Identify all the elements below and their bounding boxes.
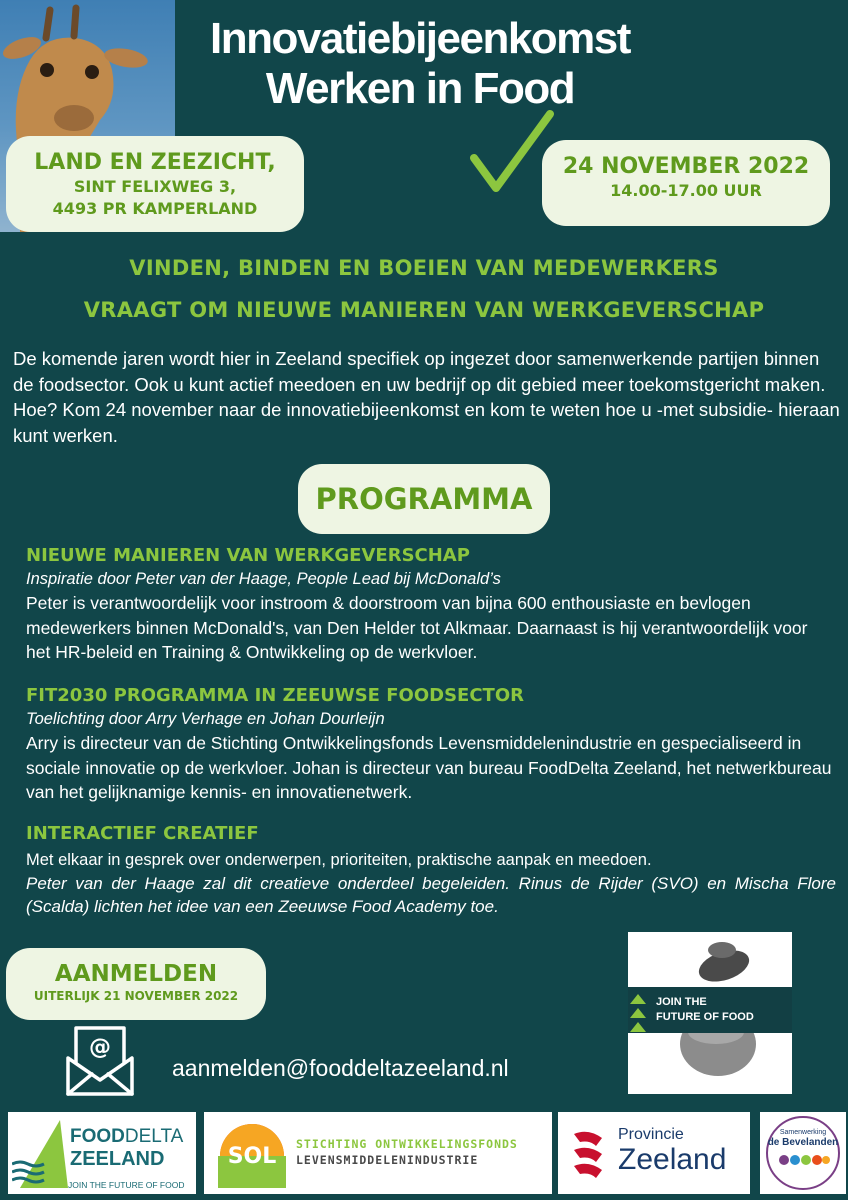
aanmelden-badge [6, 948, 266, 1020]
logo-fooddelta-zeeland [8, 1112, 196, 1194]
programma-badge [298, 464, 550, 534]
program-section-3 [26, 822, 836, 918]
sol-line-1: STICHTING ONTWIKKELINGSFONDS [296, 1137, 518, 1151]
section-subtitle: Inspiratie door Peter van der Haage, People Lead bij McDonald’s [26, 570, 501, 588]
sol-abbr: SOL [227, 1144, 277, 1169]
envelope-icon [64, 1024, 136, 1096]
program-section-2 [26, 684, 836, 805]
bevelanden-line-1: Samenwerking [779, 1129, 827, 1136]
join-future-line-1: JOIN THE [656, 996, 707, 1008]
logo-sol [204, 1112, 552, 1194]
location-city: 4493 PR KAMPERLAND [52, 199, 258, 218]
title-line-1: Innovatiebijeenkomst [210, 14, 630, 63]
fooddelta-tagline: JOIN THE FUTURE OF FOOD [68, 1180, 185, 1190]
section-heading: NIEUWE MANIEREN VAN WERKGEVERSCHAP [26, 545, 470, 566]
section-subtitle: Peter van der Haage zal dit creatieve onderdeel begeleiden. Rinus de Rijder (SVO) en Mischa Flore (Scalda) lichten het idee van een Zeeuwse Food Academy toe. [26, 874, 836, 916]
section-text: Arry is directeur van de Stichting Ontwikkelingsfonds Levensmiddelenindustrie en gespecialiseerd in sociale innovatie op de werkvloer. Johan is directeur van bureau FoodDelta Zeeland, het netwerkbureau van het gelijknamige kennis- en innovatienetwerk. [26, 733, 832, 802]
aanmelden-label: AANMELDEN [54, 961, 218, 987]
provincie-line-1: Provincie [618, 1126, 684, 1143]
headline-line-2: VRAAGT OM NIEUWE MANIEREN VAN WERKGEVERSCHAP [83, 298, 765, 322]
section-text: Peter is verantwoordelijk voor instroom & doorstroom van bijna 600 enthousiaste en bevlogen medewerkers binnen McDonald's, van Den Helder tot Alkmaar. Daarnaast is hij verantwoordelijk voor het HR-beleid en Training & Ontwikkeling op de werkvloer. [26, 593, 808, 662]
event-time: 14.00-17.00 UUR [610, 181, 762, 200]
section-text: Met elkaar in gesprek over onderwerpen, prioriteiten, praktische aanpak en meedoen. [26, 851, 652, 869]
location-venue: LAND EN ZEEZICHT, [34, 150, 276, 175]
fooddelta-word-delta: DELTA [124, 1126, 184, 1147]
location-badge [6, 136, 304, 232]
fooddelta-word-zeeland: ZEELAND [70, 1148, 165, 1170]
event-date: 24 NOVEMBER 2022 [562, 154, 810, 179]
section-heading: FIT2030 PROGRAMMA IN ZEEUWSE FOODSECTOR [26, 685, 524, 706]
email-link[interactable]: aanmelden@fooddeltazeeland.nl [172, 1055, 509, 1081]
fooddelta-word-food: FOOD [70, 1126, 125, 1147]
join-future-line-2: FUTURE OF FOOD [656, 1011, 754, 1023]
svg-text:@: @ [89, 1035, 111, 1060]
bevelanden-line-2: de Bevelanden [767, 1137, 839, 1148]
section-heading: INTERACTIEF CREATIEF [26, 823, 259, 844]
location-street: SINT FELIXWEG 3, [73, 177, 237, 196]
logo-bevelanden [760, 1112, 846, 1194]
page-title [100, 14, 740, 114]
programma-label: PROGRAMMA [315, 482, 533, 516]
title-line-2: Werken in Food [265, 64, 575, 113]
headline-line-1: VINDEN, BINDEN EN BOEIEN VAN MEDEWERKERS [129, 256, 719, 280]
aanmelden-deadline: UITERLIJK 21 NOVEMBER 2022 [33, 989, 239, 1003]
date-badge [542, 140, 830, 226]
intro-paragraph: De komende jaren wordt hier in Zeeland specifiek op ingezet door samenwerkende partijen binnen de foodsector. Ook u kunt actief meedoen en uw bedrijf op dit gebied meer toekomstgericht maken. Hoe? Kom 24 november naar de innovatiebijeenkomst en kom te weten hoe u -met subsidie- hieraan kunt werken. [13, 348, 840, 446]
section-subtitle: Toelichting door Arry Verhage en Johan Dourleijn [26, 710, 385, 728]
sol-line-2: LEVENSMIDDELENINDUSTRIE [296, 1153, 479, 1167]
provincie-line-2: Zeeland [618, 1143, 727, 1176]
program-section-1 [26, 544, 836, 665]
join-future-image [628, 932, 792, 1094]
logo-provincie-zeeland [558, 1112, 750, 1194]
